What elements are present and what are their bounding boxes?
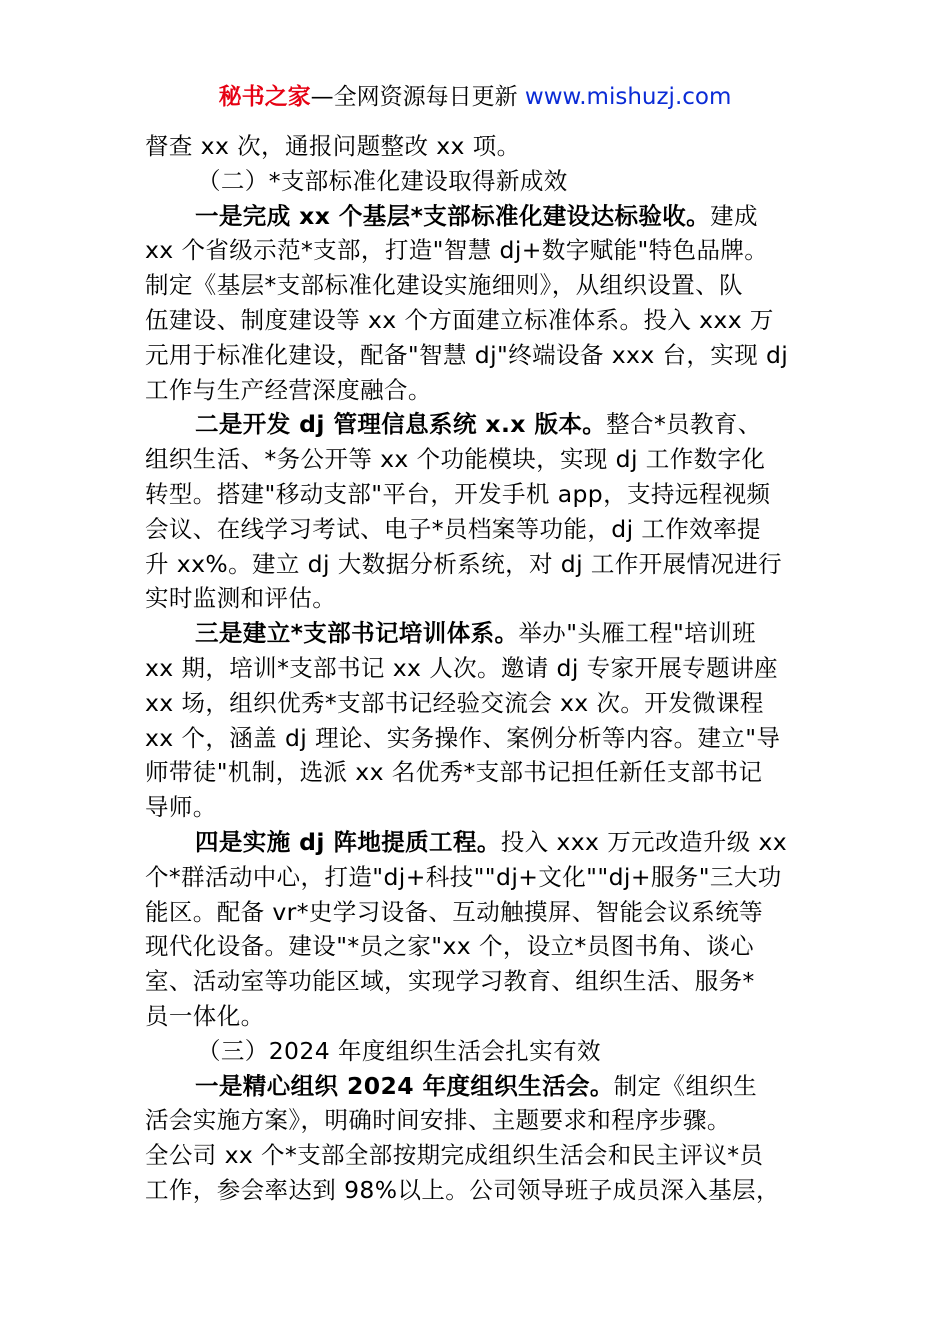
paragraph-first-line bbox=[145, 825, 813, 860]
line-text: xx 期，培训*支部书记 xx 人次。邀请 dj 专家开展专题讲座 bbox=[145, 653, 778, 682]
paragraph-line bbox=[145, 651, 813, 686]
line-text: 活会实施方案》，明确时间安排、主题要求和程序步骤。 bbox=[145, 1106, 731, 1135]
line-text: 建成 bbox=[710, 201, 758, 230]
paragraph-line bbox=[145, 686, 813, 721]
paragraph-first-line bbox=[145, 616, 813, 651]
line-text: xx 个省级示范*支部，打造"智慧 dj+数字赋能"特色品牌。 bbox=[145, 236, 769, 265]
paragraph-line bbox=[145, 1173, 813, 1208]
paragraph-line bbox=[145, 721, 813, 756]
paragraph-line bbox=[145, 129, 813, 164]
paragraph-line bbox=[145, 1103, 813, 1138]
paragraph-line bbox=[145, 790, 813, 825]
line-text: 制定《基层*支部标准化建设实施细则》，从组织设置、队 bbox=[145, 271, 743, 300]
line-text: 能区。配备 vr*史学习设备、互动触摸屏、智能会议系统等 bbox=[145, 897, 763, 926]
line-text: 举办"头雁工程"培训班 bbox=[518, 619, 756, 648]
paragraph-line bbox=[145, 233, 813, 268]
paragraph-line bbox=[145, 338, 813, 373]
line-text: xx 场，组织优秀*支部书记经验交流会 xx 次。开发微课程 bbox=[145, 688, 764, 717]
line-text: 会议、在线学习考试、电子*员档案等功能，dj 工作效率提 bbox=[145, 514, 761, 543]
line-text: 工作与生产经营深度融合。 bbox=[145, 375, 432, 404]
section-heading bbox=[145, 164, 813, 199]
paragraph-line bbox=[145, 1138, 813, 1173]
paragraph-line bbox=[145, 895, 813, 930]
paragraph-line bbox=[145, 929, 813, 964]
line-text: 伍建设、制度建设等 xx 个方面建立标准体系。投入 xxx 万 bbox=[145, 305, 774, 334]
lead-sentence: 二是开发 dj 管理信息系统 x.x 版本。 bbox=[195, 410, 607, 439]
header-brand: 秘书之家 bbox=[218, 84, 311, 110]
line-text: 督查 xx 次，通报问题整改 xx 项。 bbox=[145, 132, 521, 160]
line-text: 师带徒"机制，选派 xx 名优秀*支部书记担任新任支部书记 bbox=[145, 758, 763, 787]
line-text: 转型。搭建"移动支部"平台，开发手机 app，支持远程视频 bbox=[145, 479, 771, 508]
line-text: 室、活动室等功能区域，实现学习教育、组织生活、服务* bbox=[145, 967, 755, 996]
paragraph-line bbox=[145, 512, 813, 547]
line-text: 整合*员教育、 bbox=[606, 410, 762, 439]
paragraph-line bbox=[145, 373, 813, 408]
paragraph-line bbox=[145, 303, 813, 338]
paragraph-first-line bbox=[145, 407, 813, 442]
paragraph-line bbox=[145, 442, 813, 477]
paragraph-line bbox=[145, 860, 813, 895]
line-text: 导师。 bbox=[145, 793, 217, 822]
lead-sentence: 四是实施 dj 阵地提质工程。 bbox=[195, 827, 501, 856]
line-text: 工作，参会率达到 98%以上。公司领导班子成员深入基层， bbox=[145, 1175, 780, 1204]
paragraph-line bbox=[145, 999, 813, 1034]
line-text: 组织生活、*务公开等 xx 个功能模块，实现 dj 工作数字化 bbox=[145, 445, 766, 474]
line-text: 投入 xxx 万元改造升级 xx bbox=[500, 827, 788, 856]
line-text: 员一体化。 bbox=[145, 1001, 265, 1030]
lead-sentence: 一是完成 xx 个基层*支部标准化建设达标验收。 bbox=[195, 201, 711, 230]
paragraph-line bbox=[145, 755, 813, 790]
line-text: 元用于标准化建设，配备"智慧 dj"终端设备 xxx 台，实现 dj bbox=[145, 340, 789, 369]
line-text: 全公司 xx 个*支部全部按期完成组织生活会和民主评议*员 bbox=[145, 1141, 764, 1170]
document-body bbox=[145, 129, 813, 1208]
page-header bbox=[0, 80, 950, 114]
line-text: 实时监测和评估。 bbox=[145, 584, 337, 613]
lead-sentence: 三是建立*支部书记培训体系。 bbox=[195, 619, 519, 648]
line-text: （二）*支部标准化建设取得新成效 bbox=[197, 166, 568, 195]
header-url-link[interactable]: www.mishuzj.com bbox=[524, 84, 732, 110]
section-heading bbox=[145, 1034, 813, 1069]
paragraph-line bbox=[145, 581, 813, 616]
paragraph-line bbox=[145, 268, 813, 303]
paragraph-line bbox=[145, 547, 813, 582]
header-tagline: —全网资源每日更新 bbox=[310, 84, 525, 110]
line-text: 制定《组织生 bbox=[613, 1071, 758, 1100]
paragraph-line bbox=[145, 964, 813, 999]
paragraph-first-line bbox=[145, 199, 813, 234]
line-text: 现代化设备。建设"*员之家"xx 个，设立*员图书角、谈心 bbox=[145, 932, 755, 961]
paragraph-line bbox=[145, 477, 813, 512]
lead-sentence: 一是精心组织 2024 年度组织生活会。 bbox=[195, 1071, 614, 1100]
line-text: （三）2024 年度组织生活会扎实有效 bbox=[197, 1036, 601, 1065]
paragraph-first-line bbox=[145, 1069, 813, 1104]
line-text: 个*群活动中心，打造"dj+科技""dj+文化""dj+服务"三大功 bbox=[145, 862, 782, 891]
line-text: xx 个，涵盖 dj 理论、实务操作、案例分析等内容。建立"导 bbox=[145, 723, 781, 752]
line-text: 升 xx%。建立 dj 大数据分析系统，对 dj 工作开展情况进行 bbox=[145, 549, 783, 578]
